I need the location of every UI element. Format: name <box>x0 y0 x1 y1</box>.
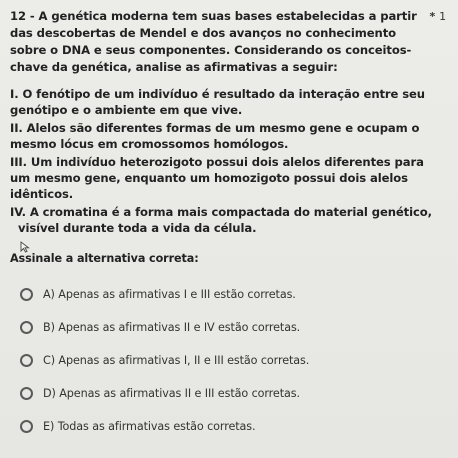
statement-iii-line-1: III. Um indivíduo heterozigoto possui dois alelos diferentes para <box>10 155 424 169</box>
question-title-line-3: sobre o DNA e seus componentes. Considerando os conceitos- <box>10 43 412 57</box>
option-d[interactable] <box>20 382 446 405</box>
question-title-line-2: das descobertas de Mendel e dos avanços no conhecimento <box>10 26 397 40</box>
radio-button-d[interactable] <box>20 387 33 400</box>
option-c-label: C) Apenas as afirmativas I, II e III estão corretas. <box>43 353 310 367</box>
statement-i-line-1: I. O fenótipo de um indivíduo é resultado da interação entre seu <box>10 87 425 101</box>
statement-i-line-2: genótipo e o ambiente em que vive. <box>10 103 243 117</box>
radio-button-b[interactable] <box>20 321 33 334</box>
question-title-line-1: 12 - A genética moderna tem suas bases estabelecidas a partir <box>10 9 417 23</box>
option-b[interactable] <box>20 316 446 339</box>
statement-iii <box>10 154 446 202</box>
statement-ii <box>10 120 446 152</box>
required-indicator <box>429 8 446 25</box>
radio-button-a[interactable] <box>20 288 33 301</box>
option-d-label: D) Apenas as afirmativas II e III estão corretas. <box>43 386 300 400</box>
option-a[interactable] <box>20 283 446 306</box>
radio-button-c[interactable] <box>20 354 33 367</box>
statement-ii-line-2: mesmo lócus em cromossomos homólogos. <box>10 137 289 151</box>
statement-iii-line-3: idênticos. <box>10 187 74 201</box>
answer-options <box>10 283 446 438</box>
option-e-label: E) Todas as afirmativas estão corretas. <box>43 419 256 433</box>
statement-iv-line-2: visível durante toda a vida da célula. <box>18 221 257 235</box>
option-c[interactable] <box>20 349 446 372</box>
mouse-cursor-icon <box>20 241 32 253</box>
radio-button-e[interactable] <box>20 420 33 433</box>
question-title <box>10 8 446 76</box>
statement-i <box>10 86 446 118</box>
statement-ii-line-1: II. Alelos são diferentes formas de um mesmo gene e ocupam o <box>10 121 420 135</box>
instruction-text: Assinale a alternativa correta: <box>10 252 199 265</box>
option-b-label: B) Apenas as afirmativas II e IV estão corretas. <box>43 320 301 334</box>
question-title-line-4: chave da genética, analise as afirmativas a seguir: <box>10 60 338 74</box>
required-suffix: 1 <box>439 10 446 23</box>
required-star: * <box>429 10 436 23</box>
statement-iv-line-1: IV. A cromatina é a forma mais compactada do material genético, <box>10 205 432 219</box>
statement-iv <box>10 204 446 236</box>
statement-iii-line-2: um mesmo gene, enquanto um homozigoto possui dois alelos <box>10 171 408 185</box>
option-e[interactable] <box>20 415 446 438</box>
option-a-label: A) Apenas as afirmativas I e III estão corretas. <box>43 287 296 301</box>
statements-block <box>10 86 446 236</box>
